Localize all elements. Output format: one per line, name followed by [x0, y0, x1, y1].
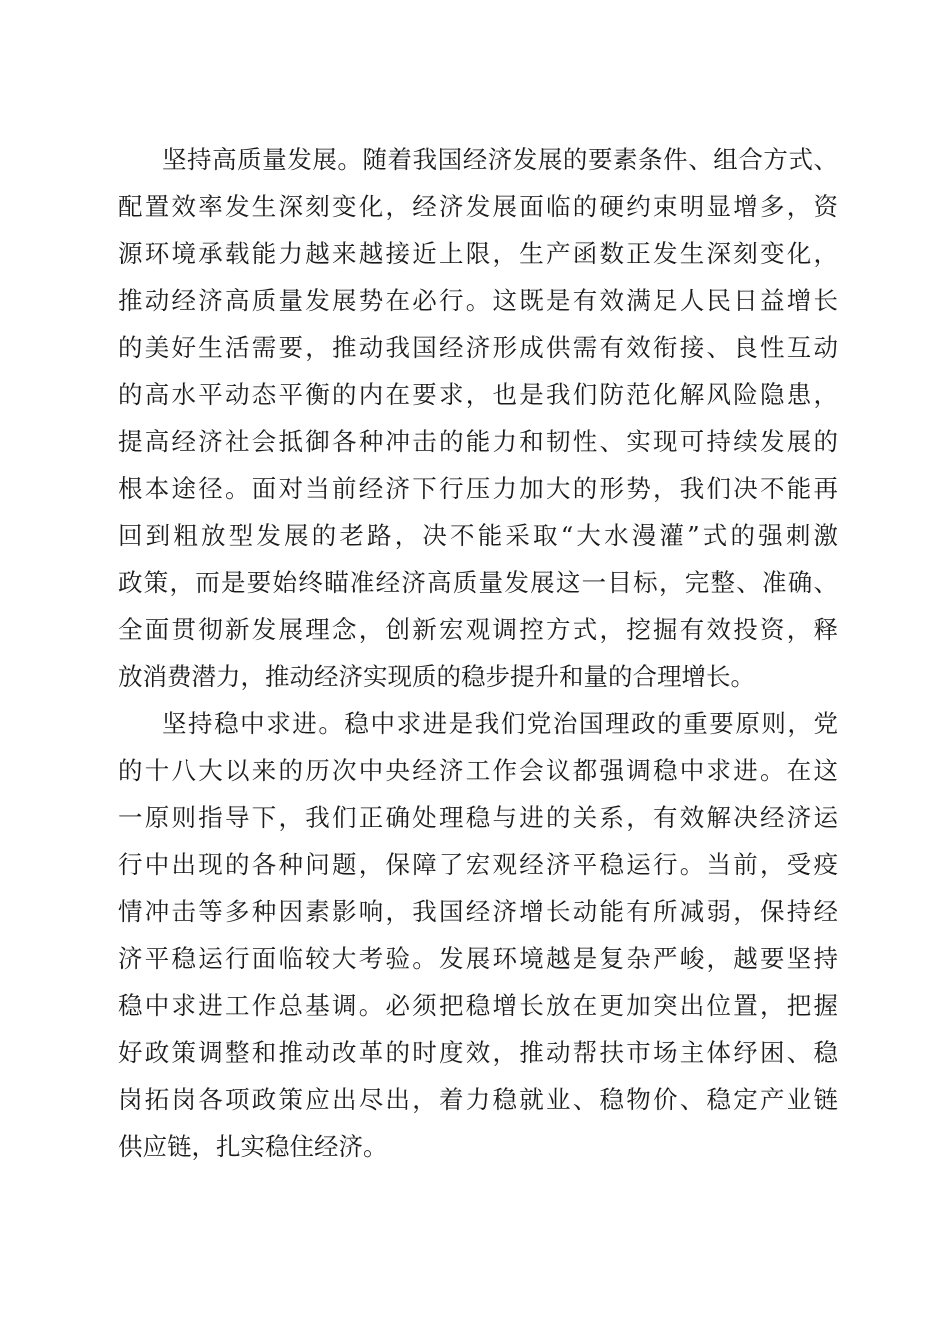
paragraph-line: 提高经济社会抵御各种冲击的能力和韧性、实现可持续发展的: [118, 427, 838, 456]
paragraph-line: 好政策调整和推动改革的时度效，推动帮扶市场主体纾困、稳: [118, 1038, 838, 1067]
paragraph-line: 的十八大以来的历次中央经济工作会议都强调稳中求进。在这: [118, 756, 838, 785]
paragraph-line: 根本途径。面对当前经济下行压力加大的形势，我们决不能再: [118, 474, 838, 503]
paragraph-steady-progress: [118, 700, 838, 1170]
paragraph-line: 行中出现的各种问题，保障了宏观经济平稳运行。当前，受疫: [118, 850, 838, 879]
paragraph-line: 放消费潜力，推动经济实现质的稳步提升和量的合理增长。: [118, 662, 755, 691]
paragraph-high-quality-development: [118, 136, 838, 700]
document-body: [118, 136, 838, 1170]
paragraph-line: 坚持高质量发展。随着我国经济发展的要素条件、组合方式、: [162, 145, 838, 174]
paragraph-line: 源环境承载能力越来越接近上限，生产函数正发生深刻变化，: [118, 239, 838, 268]
paragraph-line: 的高水平动态平衡的内在要求，也是我们防范化解风险隐患，: [118, 380, 838, 409]
paragraph-line: 供应链，扎实稳住经济。: [118, 1132, 388, 1161]
paragraph-line: 岗拓岗各项政策应出尽出，着力稳就业、稳物价、稳定产业链: [118, 1085, 838, 1114]
paragraph-line: 坚持稳中求进。稳中求进是我们党治国理政的重要原则，党: [162, 709, 838, 738]
paragraph-line: 济平稳运行面临较大考验。发展环境越是复杂严峻，越要坚持: [118, 944, 838, 973]
paragraph-line: 稳中求进工作总基调。必须把稳增长放在更加突出位置，把握: [118, 991, 838, 1020]
paragraph-line: 情冲击等多种因素影响，我国经济增长动能有所减弱，保持经: [118, 897, 838, 926]
paragraph-line: 政策，而是要始终瞄准经济高质量发展这一目标，完整、准确、: [118, 568, 838, 597]
paragraph-line: 全面贯彻新发展理念，创新宏观调控方式，挖掘有效投资，释: [118, 615, 838, 644]
paragraph-line: 配置效率发生深刻变化，经济发展面临的硬约束明显增多，资: [118, 192, 838, 221]
paragraph-line: 回到粗放型发展的老路，决不能采取“大水漫灌”式的强刺激: [118, 521, 838, 550]
paragraph-line: 推动经济高质量发展势在必行。这既是有效满足人民日益增长: [118, 286, 838, 315]
paragraph-line: 一原则指导下，我们正确处理稳与进的关系，有效解决经济运: [118, 803, 838, 832]
paragraph-line: 的美好生活需要，推动我国经济形成供需有效衔接、良性互动: [118, 333, 838, 362]
